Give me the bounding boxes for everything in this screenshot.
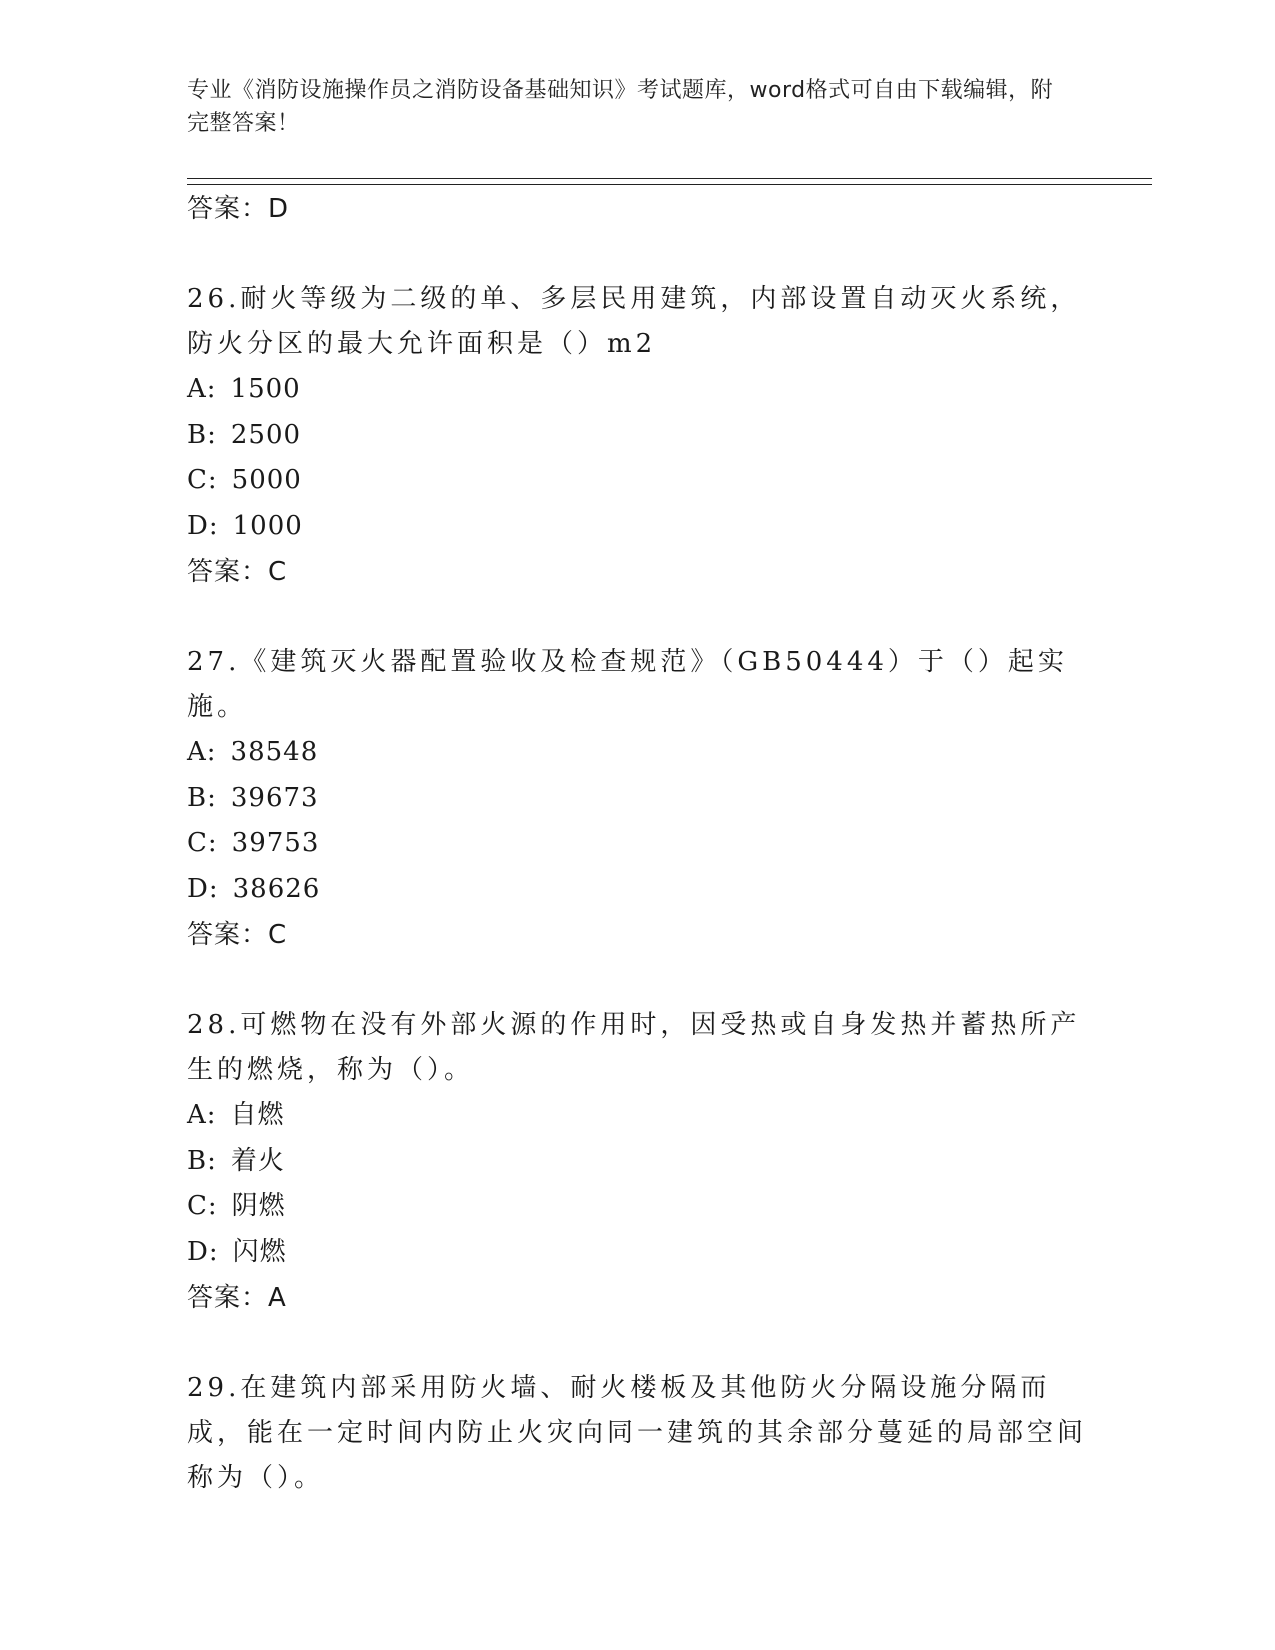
document-header: 专业《消防设施操作员之消防设备基础知识》考试题库，word格式可自由下载编辑，附完整答案！ bbox=[187, 78, 1054, 136]
question-block bbox=[187, 1366, 1087, 1501]
option-text: 39753 bbox=[231, 828, 320, 858]
option-label: C: bbox=[187, 1191, 218, 1221]
option-text: 闪燃 bbox=[232, 1236, 287, 1267]
option-text: 38626 bbox=[232, 873, 321, 904]
option-b bbox=[187, 413, 1087, 459]
option-text: 1000 bbox=[232, 510, 303, 541]
question-list bbox=[187, 186, 1087, 1501]
option-text: 39673 bbox=[230, 782, 319, 813]
option-d bbox=[187, 1230, 1087, 1276]
option-b bbox=[187, 1139, 1087, 1185]
option-text: 38548 bbox=[230, 737, 319, 767]
option-d bbox=[187, 504, 1087, 550]
option-label: A: bbox=[187, 737, 217, 767]
option-text: 着火 bbox=[230, 1145, 285, 1176]
question-text: 27.《建筑灭火器配置验收及检查规范》（GB50444）于（）起实施。 bbox=[187, 647, 1068, 722]
header-divider bbox=[187, 178, 1152, 179]
option-b bbox=[187, 776, 1087, 822]
option-c bbox=[187, 821, 1087, 867]
option-a bbox=[187, 367, 1087, 413]
option-label: B: bbox=[187, 419, 217, 450]
option-label: D: bbox=[187, 1236, 219, 1267]
option-text: 5000 bbox=[231, 465, 302, 495]
option-label: B: bbox=[187, 1145, 217, 1176]
answer-line: 答案：D bbox=[187, 194, 290, 224]
option-c bbox=[187, 1184, 1087, 1230]
option-text: 2500 bbox=[230, 419, 302, 450]
question-text: 26.耐火等级为二级的单、多层民用建筑，内部设置自动灭火系统，防火分区的最大允许面积是（）m2 bbox=[187, 284, 1081, 359]
option-label: B: bbox=[187, 782, 217, 813]
answer-line: 答案：C bbox=[187, 920, 288, 950]
answer-line: 答案：C bbox=[187, 557, 288, 587]
option-a bbox=[187, 730, 1087, 776]
option-d bbox=[187, 867, 1087, 913]
question-text: 28.可燃物在没有外部火源的作用时，因受热或自身发热并蓄热所产生的燃烧，称为（）。 bbox=[187, 1010, 1081, 1085]
option-text: 阴燃 bbox=[231, 1191, 286, 1221]
option-label: C: bbox=[187, 828, 218, 858]
option-label: D: bbox=[187, 873, 219, 904]
option-label: C: bbox=[187, 465, 218, 495]
header-divider-thin bbox=[187, 184, 1152, 185]
question-text: 29.在建筑内部采用防火墙、耐火楼板及其他防火分隔设施分隔而成，能在一定时间内防止火灾向同一建筑的其余部分蔓延的局部空间称为（）。 bbox=[187, 1373, 1088, 1493]
answer-line: 答案：A bbox=[187, 1283, 287, 1313]
question-block bbox=[187, 1003, 1087, 1321]
option-text: 1500 bbox=[230, 374, 301, 404]
question-block bbox=[187, 640, 1087, 958]
option-label: A: bbox=[187, 374, 217, 404]
option-a bbox=[187, 1093, 1087, 1139]
option-label: A: bbox=[187, 1100, 217, 1130]
option-text: 自燃 bbox=[230, 1100, 285, 1130]
question-block bbox=[187, 277, 1087, 595]
option-label: D: bbox=[187, 510, 219, 541]
option-c bbox=[187, 458, 1087, 504]
